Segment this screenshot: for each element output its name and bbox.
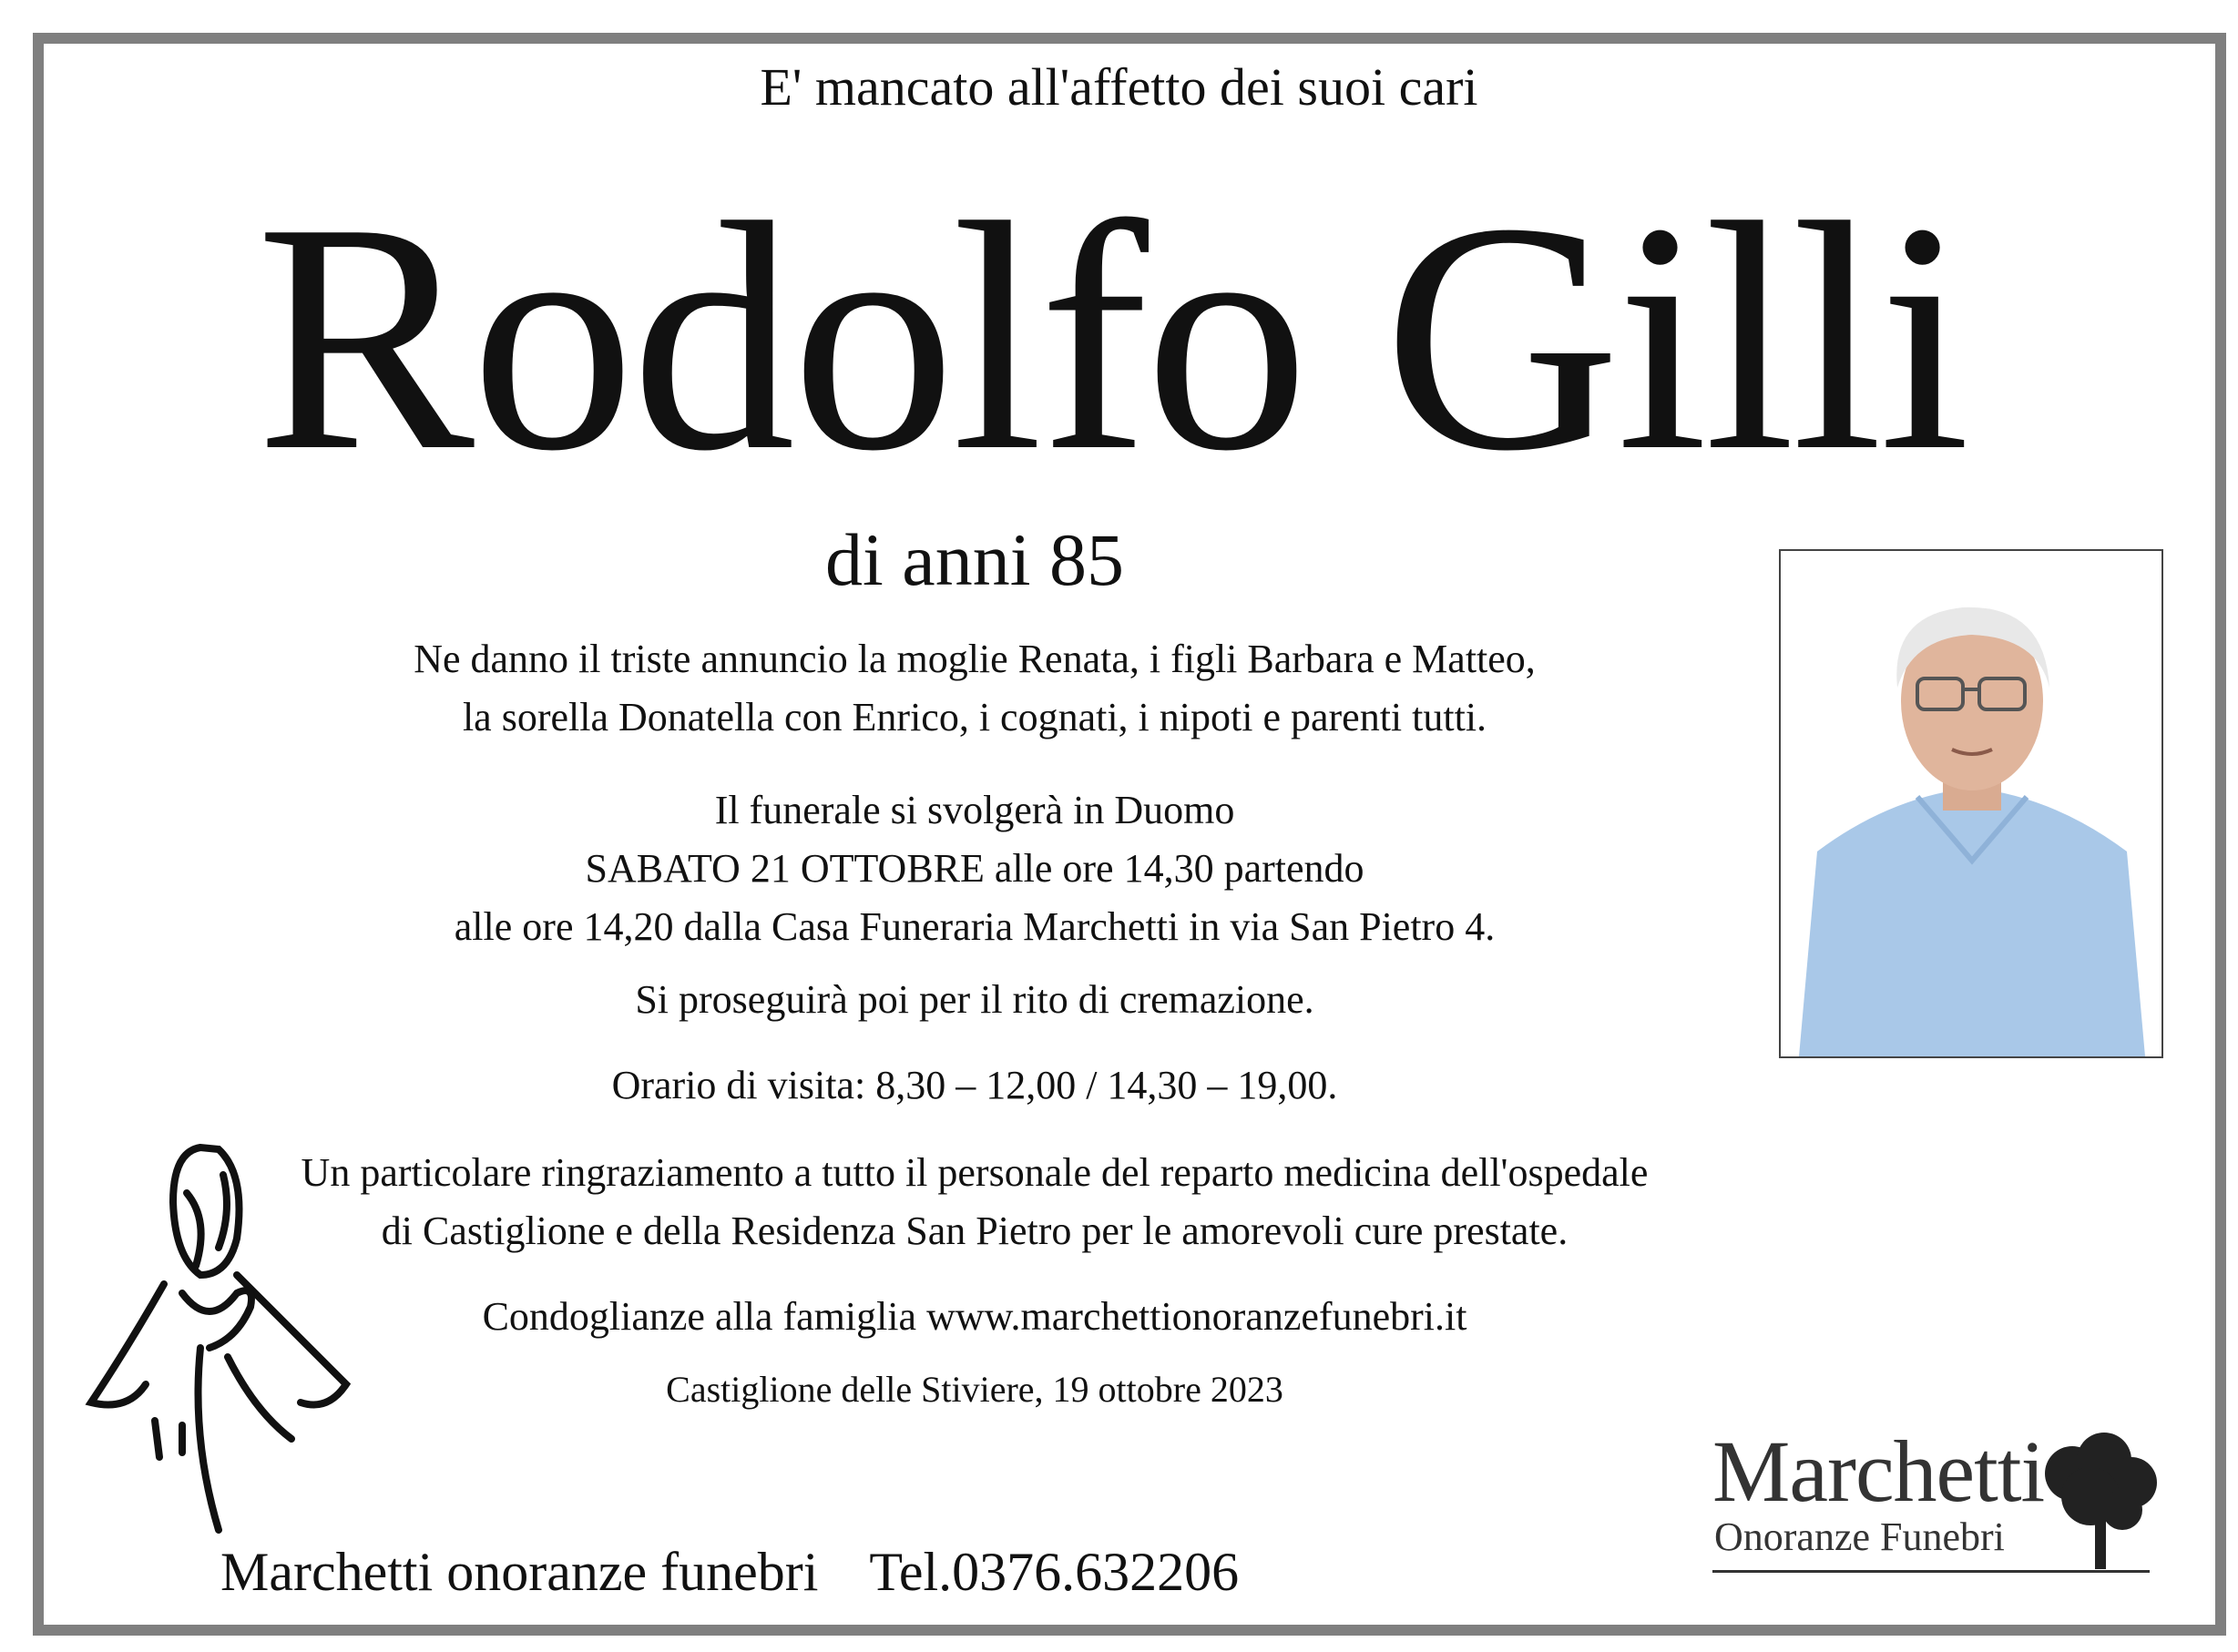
visiting-hours: Orario di visita: 8,30 – 12,00 / 14,30 – 19,00.: [611, 1063, 1338, 1107]
announcement-line: la sorella Donatella con Enrico, i cognati, i nipoti e parenti tutti.: [462, 695, 1487, 739]
tree-logo-icon: [2022, 1428, 2168, 1574]
deceased-name: Rodolfo Gilli: [255, 155, 1967, 518]
footer: [220, 1541, 1239, 1604]
phone-number: Tel.0376.632206: [869, 1542, 1240, 1602]
funeral-block: [301, 781, 1649, 956]
thanks-block: [255, 1144, 1694, 1260]
dateline: Castiglione delle Stiviere, 19 ottobre 2023: [666, 1369, 1283, 1410]
portrait-photo-icon: [1779, 549, 2163, 1058]
funeral-line: alle ore 14,20 dalla Casa Funeraria Marchetti in via San Pietro 4.: [454, 904, 1496, 949]
funeral-line: SABATO 21 OTTOBRE alle ore 14,30 partendo: [585, 846, 1364, 891]
company-logo: [1712, 1423, 2186, 1592]
thanks-line: Un particolare ringraziamento a tutto il personale del reparto medicina dell'ospedale: [301, 1150, 1649, 1195]
intro-line: E' mancato all'affetto dei suoi cari: [760, 57, 1478, 117]
announcement-line: Ne danno il triste annuncio la moglie Renata, i figli Barbara e Matteo,: [414, 637, 1536, 681]
christ-figure-icon: [73, 1138, 383, 1539]
announcement-block: [301, 630, 1649, 747]
company-name: Marchetti onoranze funebri: [220, 1542, 819, 1602]
logo-subtitle: Onoranze Funebri: [1714, 1514, 2005, 1559]
funeral-line: Il funerale si svolgerà in Duomo: [714, 788, 1235, 832]
age-line: di anni 85: [825, 518, 1124, 601]
condolences-line: Condoglianze alla famiglia www.marchettionoranzefunebri.it: [482, 1294, 1467, 1339]
cremation-line: Si proseguirà poi per il rito di cremazione.: [635, 977, 1314, 1022]
logo-name: Marchetti: [1712, 1423, 2045, 1520]
thanks-line: di Castiglione e della Residenza San Pietro per le amorevoli cure prestate.: [381, 1208, 1569, 1253]
